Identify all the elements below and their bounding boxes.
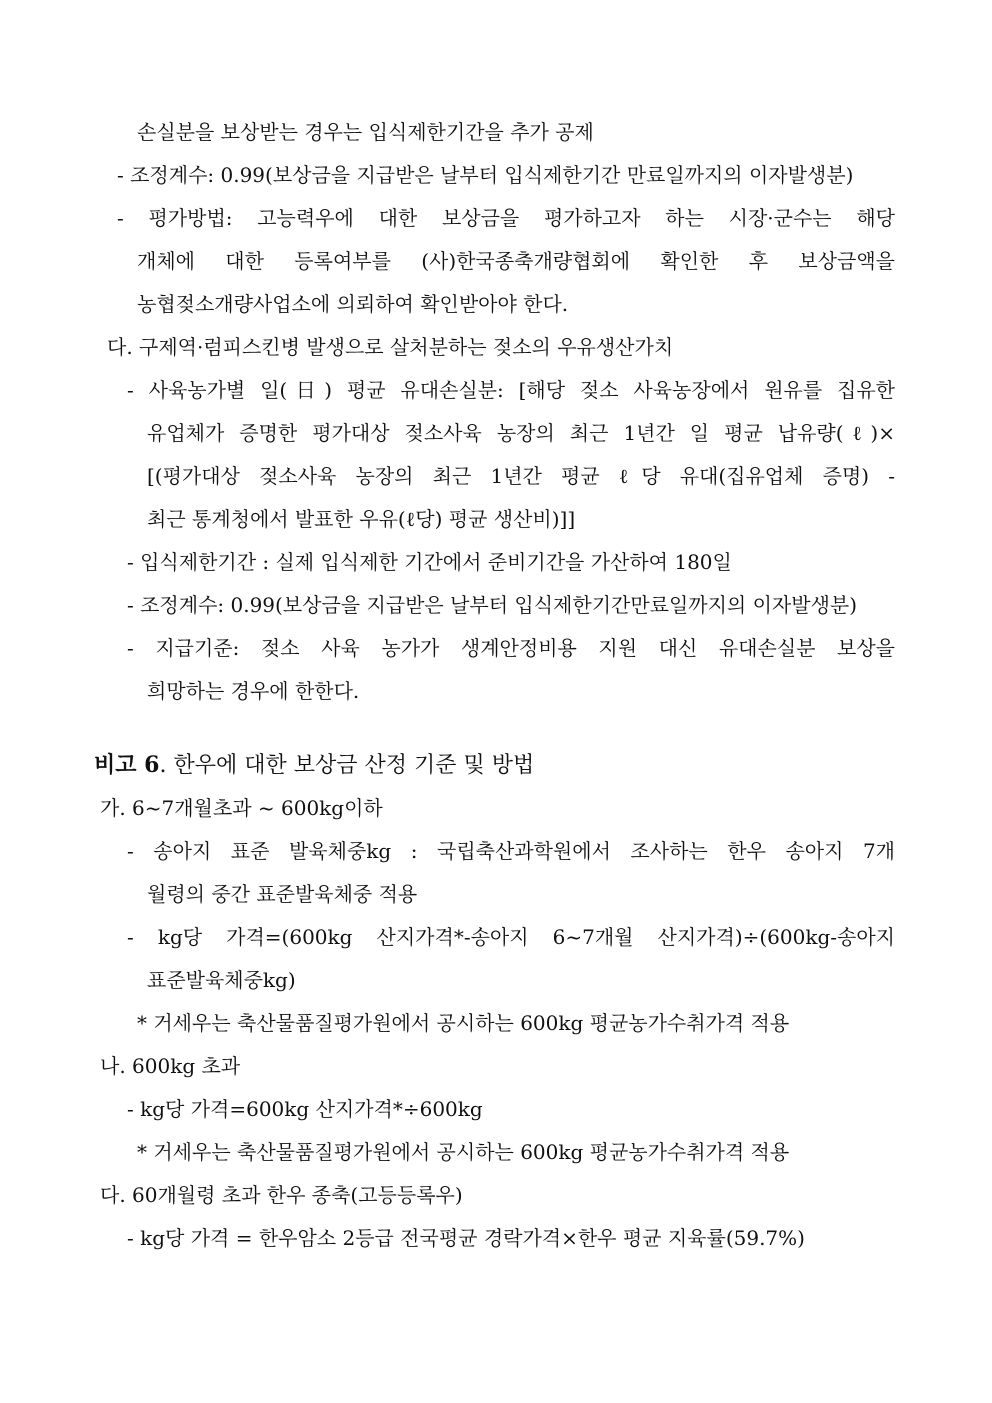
note-heading <box>94 752 534 779</box>
text-line: - 송아지 표준 발육체중kg : 국립축산과학원에서 조사하는 한우 송아지 7개 <box>127 839 895 863</box>
note-heading-label: 비고 6 <box>94 752 160 778</box>
text-line: - 입식제한기간 : 실제 입식제한 기간에서 준비기간을 가산하여 180일 <box>127 550 732 574</box>
subsection-title: 다. 60개월령 초과 한우 종축(고등등록우) <box>100 1183 463 1207</box>
text-line: 희망하는 경우에 한한다. <box>147 679 360 703</box>
text-line: 최근 통계청에서 발표한 우유(ℓ당) 평균 생산비)]] <box>147 507 576 531</box>
footnote: * 거세우는 축산물품질평가원에서 공시하는 600kg 평균농가수취가격 적용 <box>137 1140 790 1164</box>
subsection-title: 가. 6~7개월초과 ~ 600kg이하 <box>100 796 383 820</box>
footnote: * 거세우는 축산물품질평가원에서 공시하는 600kg 평균농가수취가격 적용 <box>137 1011 790 1035</box>
text-line: - kg당 가격=600kg 산지가격*÷600kg <box>127 1097 483 1121</box>
text-line: - 지급기준: 젖소 사육 농가가 생계안정비용 지원 대신 유대손실분 보상을 <box>127 636 895 660</box>
section-title: 다. 구제역·럼피스킨병 발생으로 살처분하는 젖소의 우유생산가치 <box>107 335 674 359</box>
text-line: - 조정계수: 0.99(보상금을 지급받은 날부터 입식제한기간만료일까지의 이자발생분) <box>127 593 858 617</box>
text-line: 월령의 중간 표준발육체중 적용 <box>147 882 418 906</box>
text-line: - kg당 가격=(600kg 산지가격*-송아지 6~7개월 산지가격)÷(600kg-송아지 <box>127 925 895 949</box>
note-heading-text: . 한우에 대한 보상금 산정 기준 및 방법 <box>159 753 535 778</box>
subsection-title: 나. 600kg 초과 <box>100 1054 241 1078</box>
text-line: 손실분을 보상받는 경우는 입식제한기간을 추가 공제 <box>137 120 594 144</box>
text-line: 표준발육체중kg) <box>147 968 296 992</box>
text-line: - 평가방법: 고능력우에 대한 보상금을 평가하고자 하는 시장·군수는 해당 <box>117 206 895 230</box>
text-line: - 사육농가별 일(日) 평균 유대손실분: [해당 젖소 사육농장에서 원유를 집유한 <box>127 378 895 402</box>
text-line: - kg당 가격 = 한우암소 2등급 전국평균 경락가격×한우 평균 지육률(59.7%) <box>127 1226 805 1250</box>
text-line: 농협젖소개량사업소에 의뢰하여 확인받아야 한다. <box>137 292 569 316</box>
text-line: - 조정계수: 0.99(보상금을 지급받은 날부터 입식제한기간 만료일까지의 이자발생분) <box>117 163 854 187</box>
text-line: 유업체가 증명한 평가대상 젖소사육 농장의 최근 1년간 일 평균 납유량(ℓ)× <box>147 421 895 445</box>
text-line: [(평가대상 젖소사육 농장의 최근 1년간 평균 ℓ당 유대(집유업체 증명) - <box>147 464 895 488</box>
text-line: 개체에 대한 등록여부를 (사)한국종축개량협회에 확인한 후 보상금액을 <box>137 249 895 273</box>
